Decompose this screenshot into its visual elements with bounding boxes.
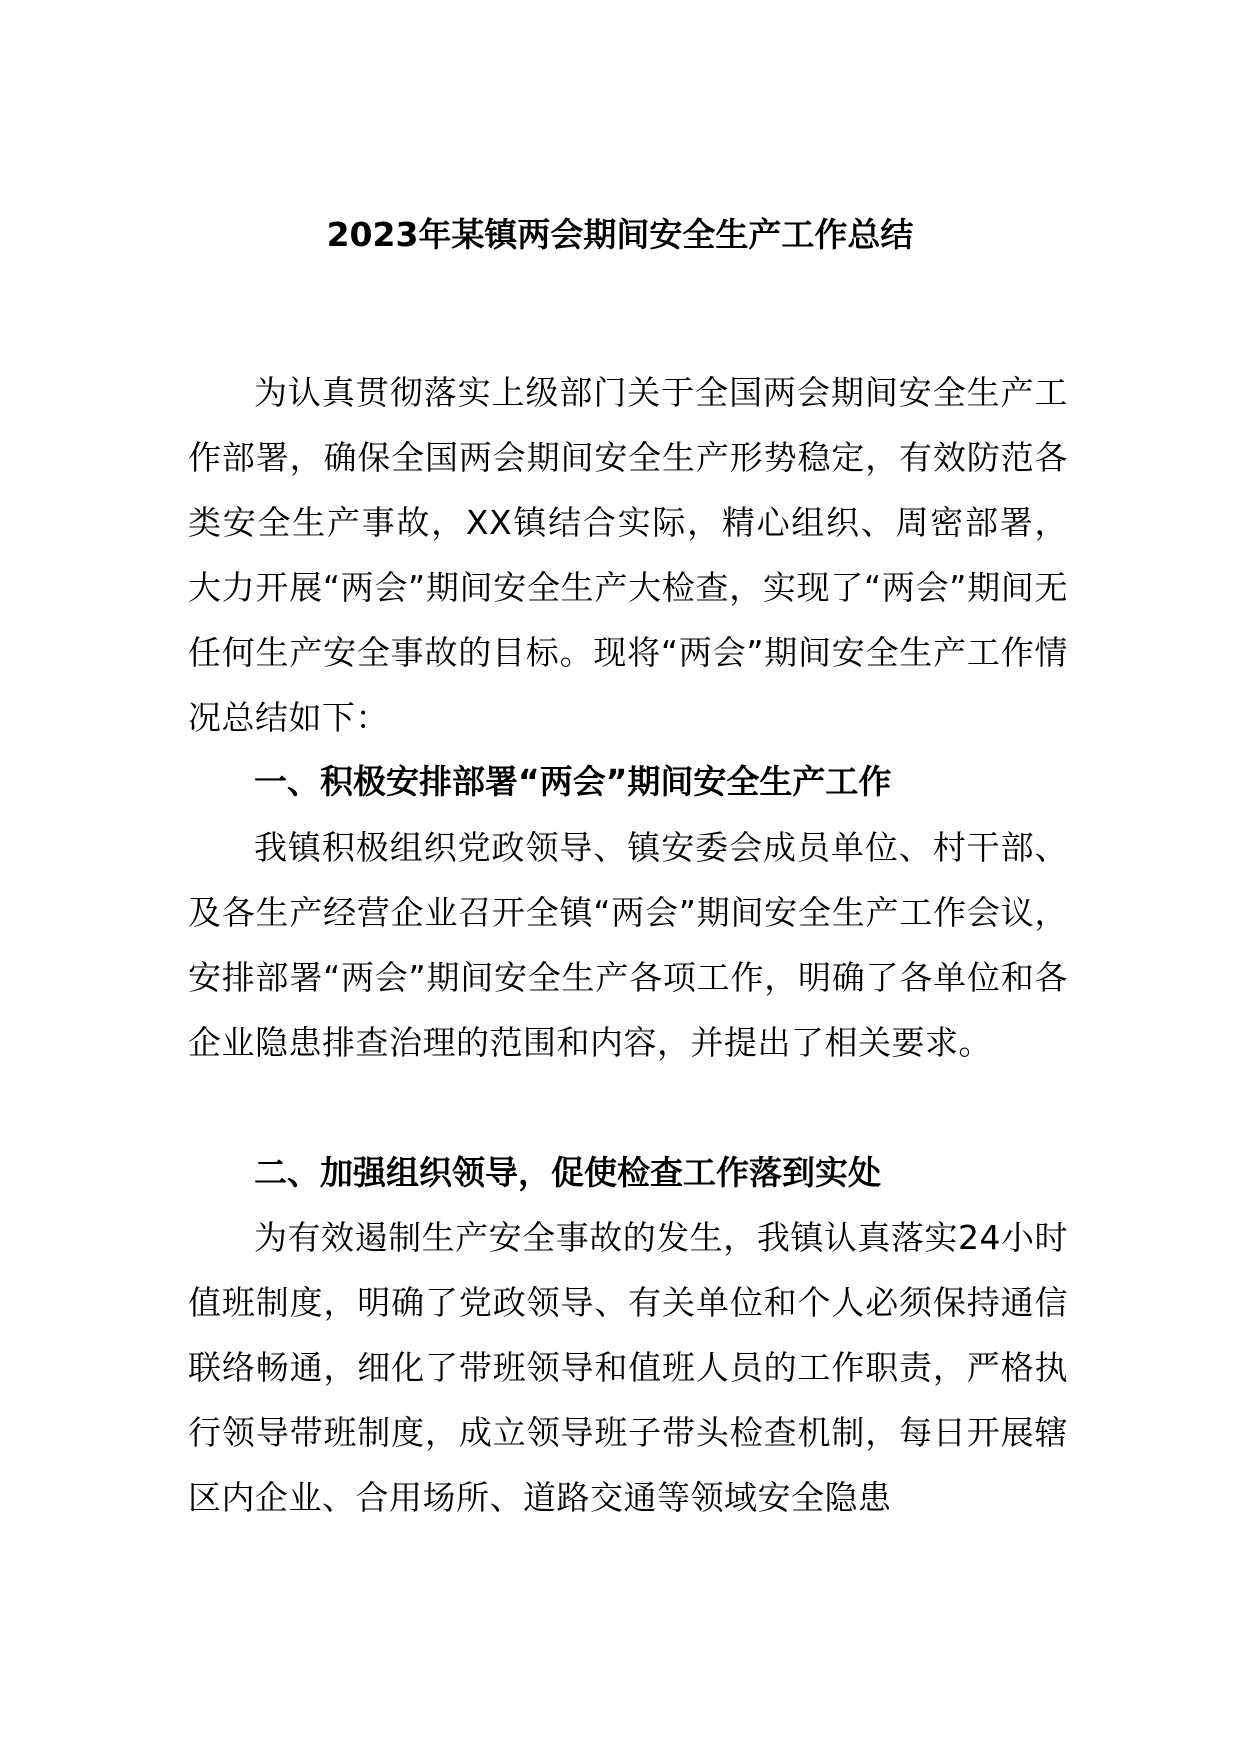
intro-paragraph: 为认真贯彻落实上级部门关于全国两会期间安全生产工作部署，确保全国两会期间安全生产形势稳定，有效防范各类安全生产事故，XX镇结合实际，精心组织、周密部署，大力开展“两会”期间安全生产大检查，实现了“两会”期间无任何生产安全事故的目标。现将“两会”期间安全生产工作情况总结如下： [188, 373, 1068, 737]
document-title: 2023年某镇两会期间安全生产工作总结 [326, 215, 914, 254]
section-paragraph-2: 为有效遏制生产安全事故的发生，我镇认真落实24小时值班制度，明确了党政领导、有关单位和个人必须保持通信联络畅通，细化了带班领导和值班人员的工作职责，严格执行领导带班制度，成立领导班子带头检查机制，每日开展辖区内企业、合用场所、道路交通等领域安全隐患 [188, 1218, 1068, 1517]
section-heading-2: 二、加强组织领导，促使检查工作落到实处 [254, 1153, 881, 1192]
section-paragraph-1: 我镇积极组织党政领导、镇安委会成员单位、村干部、及各生产经营企业召开全镇“两会”期间安全生产工作会议，安排部署“两会”期间安全生产各项工作，明确了各单位和各企业隐患排查治理的范围和内容，并提出了相关要求。 [188, 828, 1068, 1062]
section-heading-1: 一、积极安排部署“两会”期间安全生产工作 [254, 762, 892, 801]
